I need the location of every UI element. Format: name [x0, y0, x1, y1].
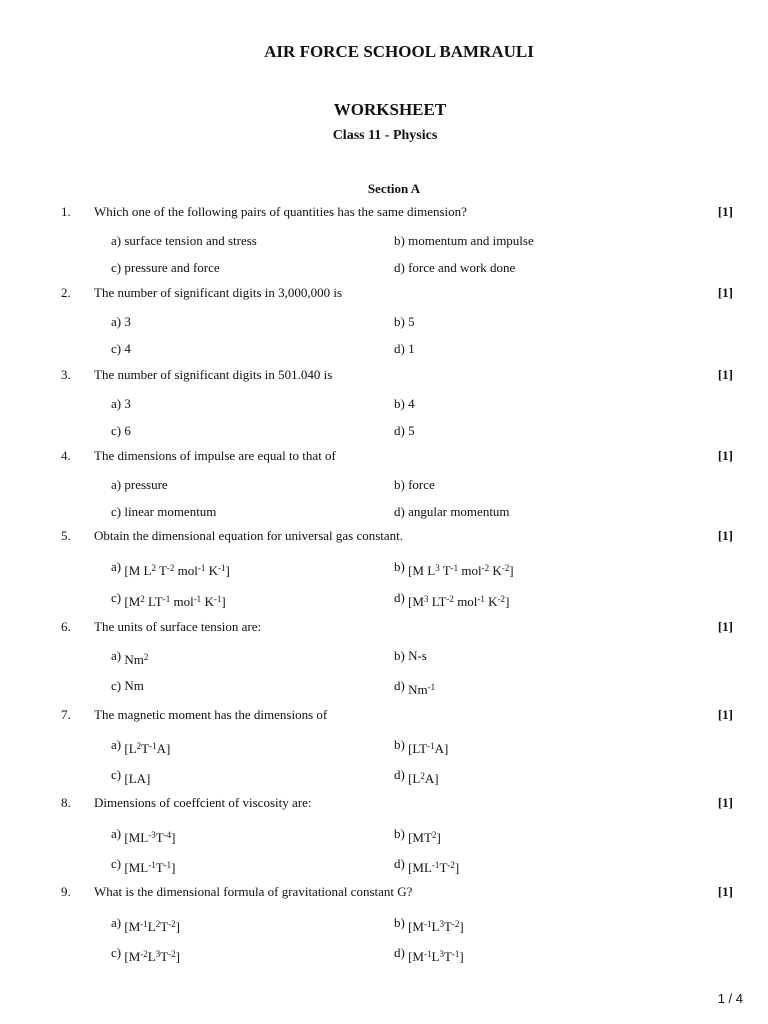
- option-label: b): [394, 477, 409, 492]
- option-c: [111, 856, 176, 876]
- section-heading: Section A: [367, 181, 421, 196]
- option-c: [111, 504, 216, 520]
- option-label: c): [111, 423, 125, 438]
- option-label: a): [111, 559, 125, 574]
- option-label: d): [394, 260, 409, 275]
- question-marks: [1]: [717, 619, 733, 634]
- question-marks: [1]: [717, 448, 733, 463]
- question-7: [0, 707, 768, 727]
- question-text: The units of surface tension are:: [94, 619, 262, 634]
- option-text: [$M^2$ $LT^{-1}$ mol$^{-1}$ $K^{-1}$]: [124, 594, 226, 609]
- worksheet-title: WORKSHEET: [333, 100, 447, 119]
- option-c: [111, 767, 150, 787]
- question-number: 4.: [61, 448, 71, 463]
- option-text: linear momentum: [124, 504, 217, 519]
- question-number: 1.: [61, 204, 71, 219]
- question-5: [0, 528, 768, 548]
- option-a: [111, 233, 257, 249]
- page-number: 1 / 4: [717, 991, 743, 1006]
- option-label: b): [394, 915, 409, 930]
- question-6: [0, 619, 768, 639]
- option-text: [LA]: [124, 771, 151, 786]
- option-b: [394, 648, 427, 664]
- option-label: c): [111, 856, 125, 871]
- option-a: [111, 314, 131, 330]
- option-d: [394, 856, 459, 876]
- option-a: [111, 396, 131, 412]
- option-text: force and work done: [408, 260, 516, 275]
- option-label: c): [111, 590, 125, 605]
- option-text: 3: [124, 396, 131, 411]
- option-label: d): [394, 504, 409, 519]
- option-text: Nm: [124, 678, 144, 693]
- option-label: b): [394, 233, 409, 248]
- question-number: 9.: [61, 884, 71, 899]
- option-a: [111, 737, 170, 757]
- option-label: c): [111, 341, 125, 356]
- question-3: [0, 367, 768, 387]
- question-9: [0, 884, 768, 904]
- option-label: a): [111, 737, 125, 752]
- option-text: pressure: [124, 477, 168, 492]
- question-number: 5.: [61, 528, 71, 543]
- question-marks: [1]: [717, 204, 733, 219]
- option-a: [111, 915, 180, 935]
- option-d: [394, 590, 509, 610]
- option-label: c): [111, 260, 125, 275]
- option-label: b): [394, 396, 409, 411]
- question-number: 6.: [61, 619, 71, 634]
- option-d: [394, 423, 415, 439]
- option-label: c): [111, 767, 125, 782]
- option-label: d): [394, 590, 409, 605]
- option-text: force: [408, 477, 435, 492]
- option-label: a): [111, 396, 125, 411]
- option-text: $[ML^{-1}T^{-2}]$: [408, 860, 460, 875]
- option-c: [111, 341, 131, 357]
- option-text: 5: [408, 423, 415, 438]
- option-text: 5: [408, 314, 415, 329]
- option-a: [111, 559, 230, 579]
- option-text: [$M^3$ $LT^{-2}$ mol$^{-1}$ $K^{-2}$]: [408, 594, 510, 609]
- option-label: b): [394, 737, 409, 752]
- option-text: pressure and force: [124, 260, 220, 275]
- question-text: What is the dimensional formula of gravitational constant G?: [94, 884, 413, 899]
- option-b: [394, 737, 448, 757]
- option-text: $[ML^{-1}T^{-1}]$: [124, 860, 176, 875]
- option-label: c): [111, 678, 125, 693]
- option-a: [111, 826, 176, 846]
- question-marks: [1]: [717, 795, 733, 810]
- question-2: [0, 285, 768, 305]
- question-marks: [1]: [717, 884, 733, 899]
- option-text: $[L^2A]$: [408, 771, 439, 786]
- option-label: b): [394, 648, 409, 663]
- option-text: $[M^{-1}L^2T^{-2}]$: [124, 919, 180, 934]
- option-label: d): [394, 767, 409, 782]
- option-a: [111, 648, 148, 668]
- question-text: Which one of the following pairs of quantities has the same dimension?: [94, 204, 467, 219]
- option-c: [111, 423, 131, 439]
- question-number: 3.: [61, 367, 71, 382]
- option-label: d): [394, 678, 409, 693]
- option-text: 6: [124, 423, 131, 438]
- option-text: momentum and impulse: [408, 233, 534, 248]
- option-label: b): [394, 559, 409, 574]
- question-marks: [1]: [717, 285, 733, 300]
- option-b: [394, 477, 435, 493]
- option-text: $Nm^{-1}$: [408, 682, 436, 697]
- option-label: b): [394, 826, 409, 841]
- option-text: 4: [408, 396, 415, 411]
- option-b: [394, 233, 534, 249]
- option-d: [394, 945, 464, 965]
- option-text: $[L^2T^{-1}A]$: [124, 741, 171, 756]
- option-text: $[MT^2]$: [408, 830, 441, 845]
- option-text: 4: [124, 341, 131, 356]
- option-text: $[LT^{-1}A]$: [408, 741, 449, 756]
- option-label: d): [394, 856, 409, 871]
- question-text: The number of significant digits in 501.040 is: [94, 367, 333, 382]
- school-name: AIR FORCE SCHOOL BAMRAULI: [264, 42, 534, 61]
- question-text: The dimensions of impulse are equal to that of: [94, 448, 336, 463]
- option-c: [111, 260, 220, 276]
- option-text: angular momentum: [408, 504, 510, 519]
- option-text: Nm$^2$: [124, 652, 149, 667]
- option-b: [394, 314, 415, 330]
- question-text: The number of significant digits in 3,000,000 is: [94, 285, 343, 300]
- question-text: Obtain the dimensional equation for universal gas constant.: [94, 528, 404, 543]
- option-d: [394, 341, 415, 357]
- question-number: 2.: [61, 285, 71, 300]
- question-marks: [1]: [717, 367, 733, 382]
- option-label: a): [111, 477, 125, 492]
- question-4: [0, 448, 768, 468]
- option-text: surface tension and stress: [124, 233, 257, 248]
- option-text: N-s: [408, 648, 427, 663]
- option-label: a): [111, 233, 125, 248]
- question-number: 7.: [61, 707, 71, 722]
- option-d: [394, 260, 515, 276]
- option-text: [M $L^2$ $T^{-2}$ mol$^{-1}$ $K^{-1}$]: [124, 563, 230, 578]
- option-b: [394, 559, 514, 579]
- class-subject: Class 11 - Physics: [332, 128, 438, 143]
- option-label: a): [111, 915, 125, 930]
- question-text: The magnetic moment has the dimensions of: [94, 707, 328, 722]
- option-text: $[M^{-1}L^3T^{-1}]$: [408, 949, 464, 964]
- option-label: d): [394, 423, 409, 438]
- option-label: a): [111, 314, 125, 329]
- option-text: $[ML^{-3}T^{-4}]$: [124, 830, 176, 845]
- option-label: d): [394, 341, 409, 356]
- option-b: [394, 826, 441, 846]
- option-label: c): [111, 504, 125, 519]
- option-label: c): [111, 945, 125, 960]
- option-d: [394, 504, 510, 520]
- question-1: [0, 204, 768, 224]
- option-label: b): [394, 314, 409, 329]
- option-label: a): [111, 648, 125, 663]
- option-a: [111, 477, 168, 493]
- question-marks: [1]: [717, 707, 733, 722]
- question-text: Dimensions of coeffcient of viscosity are:: [94, 795, 312, 810]
- option-c: [111, 945, 180, 965]
- option-b: [394, 396, 415, 412]
- option-label: d): [394, 945, 409, 960]
- option-d: [394, 767, 439, 787]
- question-number: 8.: [61, 795, 71, 810]
- option-c: [111, 590, 226, 610]
- option-text: [M $L^3$ $T^{-1}$ mol$^{-2}$ $K^{-2}$]: [408, 563, 514, 578]
- question-8: [0, 795, 768, 815]
- option-text: $[M^{-2}L^3T^{-2}]$: [124, 949, 180, 964]
- option-text: 3: [124, 314, 131, 329]
- option-b: [394, 915, 464, 935]
- question-marks: [1]: [717, 528, 733, 543]
- option-d: [394, 678, 435, 698]
- option-c: [111, 678, 144, 694]
- option-text: 1: [408, 341, 415, 356]
- option-text: $[M^{-1}L^3T^{-2}]$: [408, 919, 464, 934]
- option-label: a): [111, 826, 125, 841]
